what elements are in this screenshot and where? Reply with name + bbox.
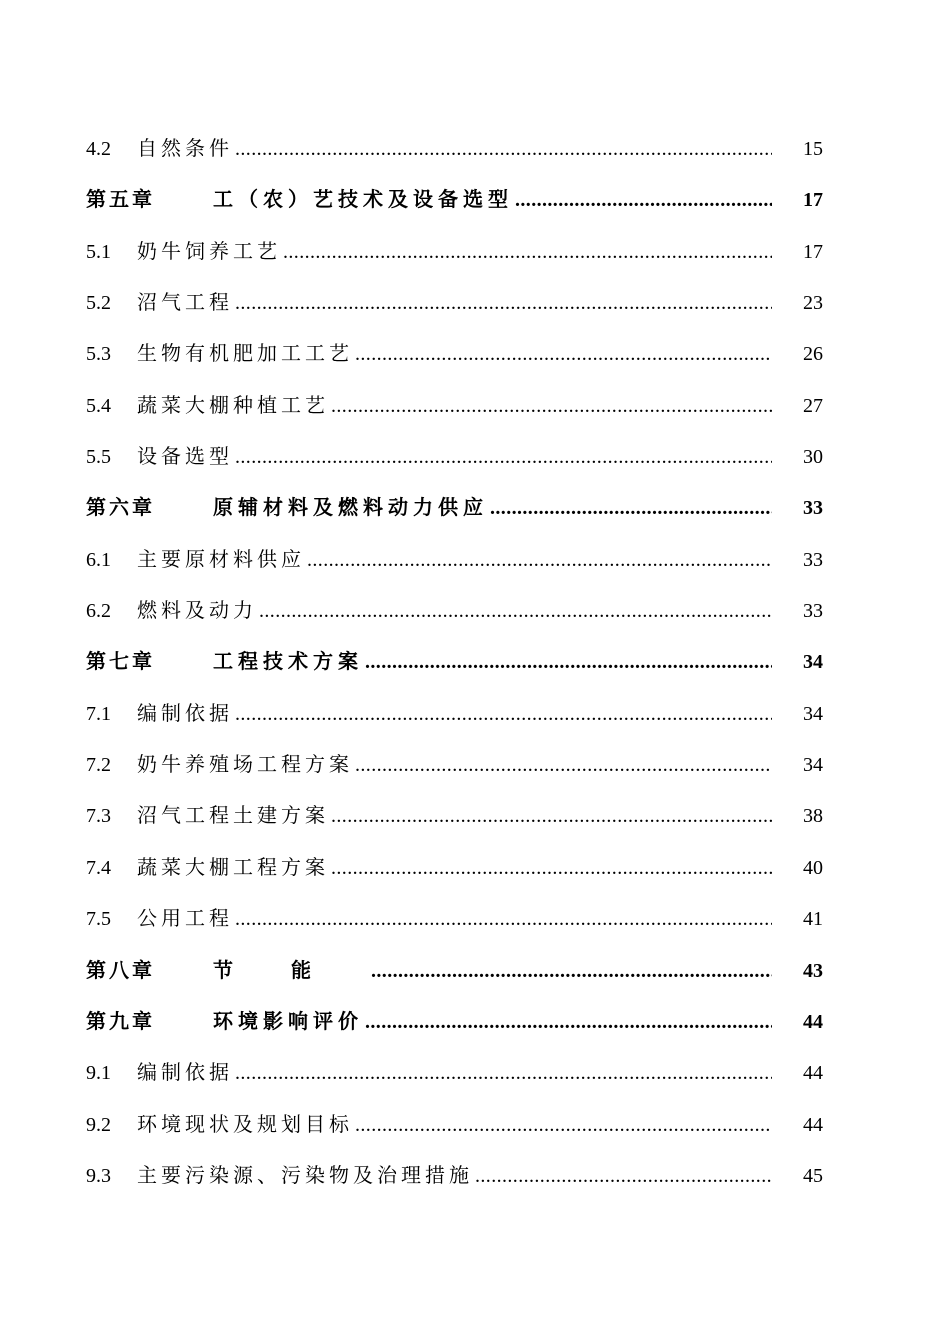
toc-dot-leader <box>259 586 772 637</box>
toc-entry-page: 44 <box>803 1010 823 1033</box>
toc-entry-page: 40 <box>803 856 823 879</box>
toc-chapter-number: 第六章 <box>86 497 155 520</box>
toc-entry[interactable] <box>86 1100 823 1151</box>
toc-entry[interactable] <box>86 843 823 894</box>
toc-dot-leader <box>365 637 772 688</box>
toc-entry-title: 蔬菜大棚种植工艺 <box>137 394 329 417</box>
toc-entry-title: 主要污染源、污染物及治理措施 <box>137 1164 473 1187</box>
toc-entry-page: 33 <box>803 497 823 520</box>
toc-dot-leader <box>490 483 772 534</box>
toc-chapter-entry[interactable] <box>86 175 823 226</box>
toc-entry-page: 34 <box>803 702 823 725</box>
toc-dot-leader <box>235 278 772 329</box>
toc-chapter-entry[interactable] <box>86 946 823 997</box>
toc-entry-page: 26 <box>803 343 823 366</box>
toc-dot-leader <box>235 432 772 483</box>
toc-entry[interactable] <box>86 278 823 329</box>
toc-entry-page: 43 <box>803 959 823 982</box>
toc-entry-title: 蔬菜大棚工程方案 <box>137 856 329 879</box>
toc-dot-leader <box>331 843 772 894</box>
toc-entry-number: 5.1 <box>86 240 111 263</box>
toc-entry-number: 5.4 <box>86 394 111 417</box>
toc-chapter-number: 第八章 <box>86 959 155 982</box>
toc-dot-leader <box>355 329 772 380</box>
toc-entry[interactable] <box>86 1048 823 1099</box>
toc-dot-leader <box>371 946 772 997</box>
toc-dot-leader <box>515 175 772 226</box>
toc-entry-number: 6.1 <box>86 548 111 571</box>
toc-entry[interactable] <box>86 381 823 432</box>
toc-chapter-title: 工程技术方案 <box>213 651 363 674</box>
toc-chapter-number: 第九章 <box>86 1010 155 1033</box>
toc-dot-leader <box>475 1151 772 1202</box>
toc-entry-page: 33 <box>803 548 823 571</box>
toc-entry-number: 9.2 <box>86 1113 111 1136</box>
toc-chapter-entry[interactable] <box>86 997 823 1048</box>
toc-entry-number: 5.5 <box>86 446 111 469</box>
toc-dot-leader <box>307 535 772 586</box>
toc-entry-page: 27 <box>803 394 823 417</box>
toc-entry[interactable] <box>86 791 823 842</box>
toc-entry-page: 41 <box>803 908 823 931</box>
toc-entry-page: 44 <box>803 1113 823 1136</box>
toc-dot-leader <box>283 227 772 278</box>
toc-entry[interactable] <box>86 432 823 483</box>
toc-entry-number: 5.2 <box>86 292 111 315</box>
toc-entry-page: 45 <box>803 1164 823 1187</box>
toc-entry[interactable] <box>86 689 823 740</box>
toc-entry-title: 编制依据 <box>137 702 233 725</box>
toc-entry-title: 燃料及动力 <box>137 600 257 623</box>
toc-entry-page: 34 <box>803 754 823 777</box>
toc-chapter-entry[interactable] <box>86 637 823 688</box>
toc-chapter-number: 第七章 <box>86 651 155 674</box>
toc-entry-title: 奶牛饲养工艺 <box>137 240 281 263</box>
toc-entry-page: 17 <box>803 189 823 212</box>
toc-entry-title: 沼气工程土建方案 <box>137 805 329 828</box>
toc-entry-number: 7.2 <box>86 754 111 777</box>
toc-entry-number: 7.1 <box>86 702 111 725</box>
toc-dot-leader <box>355 1100 772 1151</box>
toc-entry-number: 5.3 <box>86 343 111 366</box>
toc-entry-title: 环境现状及规划目标 <box>137 1113 353 1136</box>
toc-entry-page: 34 <box>803 651 823 674</box>
toc-dot-leader <box>235 1048 772 1099</box>
toc-entry-page: 38 <box>803 805 823 828</box>
toc-dot-leader <box>331 791 772 842</box>
toc-entry-number: 7.5 <box>86 908 111 931</box>
toc-entry[interactable] <box>86 586 823 637</box>
toc-chapter-title: 环境影响评价 <box>213 1010 363 1033</box>
toc-chapter-number: 第五章 <box>86 189 155 212</box>
toc-entry-title: 设备选型 <box>137 446 233 469</box>
toc-chapter-title: 节能 <box>213 959 369 982</box>
toc-entry-page: 33 <box>803 600 823 623</box>
toc-dot-leader <box>355 740 772 791</box>
toc-dot-leader <box>235 894 772 945</box>
toc-chapter-title: 工（农）艺技术及设备选型 <box>213 189 513 212</box>
toc-entry-page: 15 <box>803 138 823 160</box>
toc-entry[interactable] <box>86 1151 823 1202</box>
toc-entry-title: 生物有机肥加工工艺 <box>137 343 353 366</box>
toc-dot-leader <box>235 689 772 740</box>
toc-entry-title: 编制依据 <box>137 1062 233 1085</box>
toc-chapter-entry[interactable] <box>86 483 823 534</box>
toc-dot-leader <box>235 124 772 175</box>
toc-entry-number: 7.3 <box>86 805 111 828</box>
toc-entry-number: 6.2 <box>86 600 111 623</box>
toc-entry-title: 公用工程 <box>137 908 233 931</box>
toc-entry[interactable] <box>86 124 823 175</box>
toc-entry-page: 30 <box>803 446 823 469</box>
toc-chapter-title: 原辅材料及燃料动力供应 <box>213 497 488 520</box>
toc-entry-page: 23 <box>803 292 823 315</box>
toc-entry-title: 奶牛养殖场工程方案 <box>137 754 353 777</box>
toc-dot-leader <box>331 381 772 432</box>
toc-entry-number: 9.1 <box>86 1062 111 1085</box>
toc-entry[interactable] <box>86 329 823 380</box>
toc-entry-title: 沼气工程 <box>137 292 233 315</box>
toc-entry-number: 7.4 <box>86 856 111 879</box>
toc-entry[interactable] <box>86 227 823 278</box>
toc-entry-number: 4.2 <box>86 138 111 160</box>
toc-entry-page: 44 <box>803 1062 823 1085</box>
table-of-contents <box>86 124 823 1202</box>
toc-entry-title: 自然条件 <box>137 138 233 160</box>
toc-dot-leader <box>365 997 772 1048</box>
toc-entry-number: 9.3 <box>86 1164 111 1187</box>
toc-entry[interactable] <box>86 894 823 945</box>
toc-entry[interactable] <box>86 740 823 791</box>
toc-entry-page: 17 <box>803 240 823 263</box>
toc-entry-title: 主要原材料供应 <box>137 548 305 571</box>
toc-entry[interactable] <box>86 535 823 586</box>
